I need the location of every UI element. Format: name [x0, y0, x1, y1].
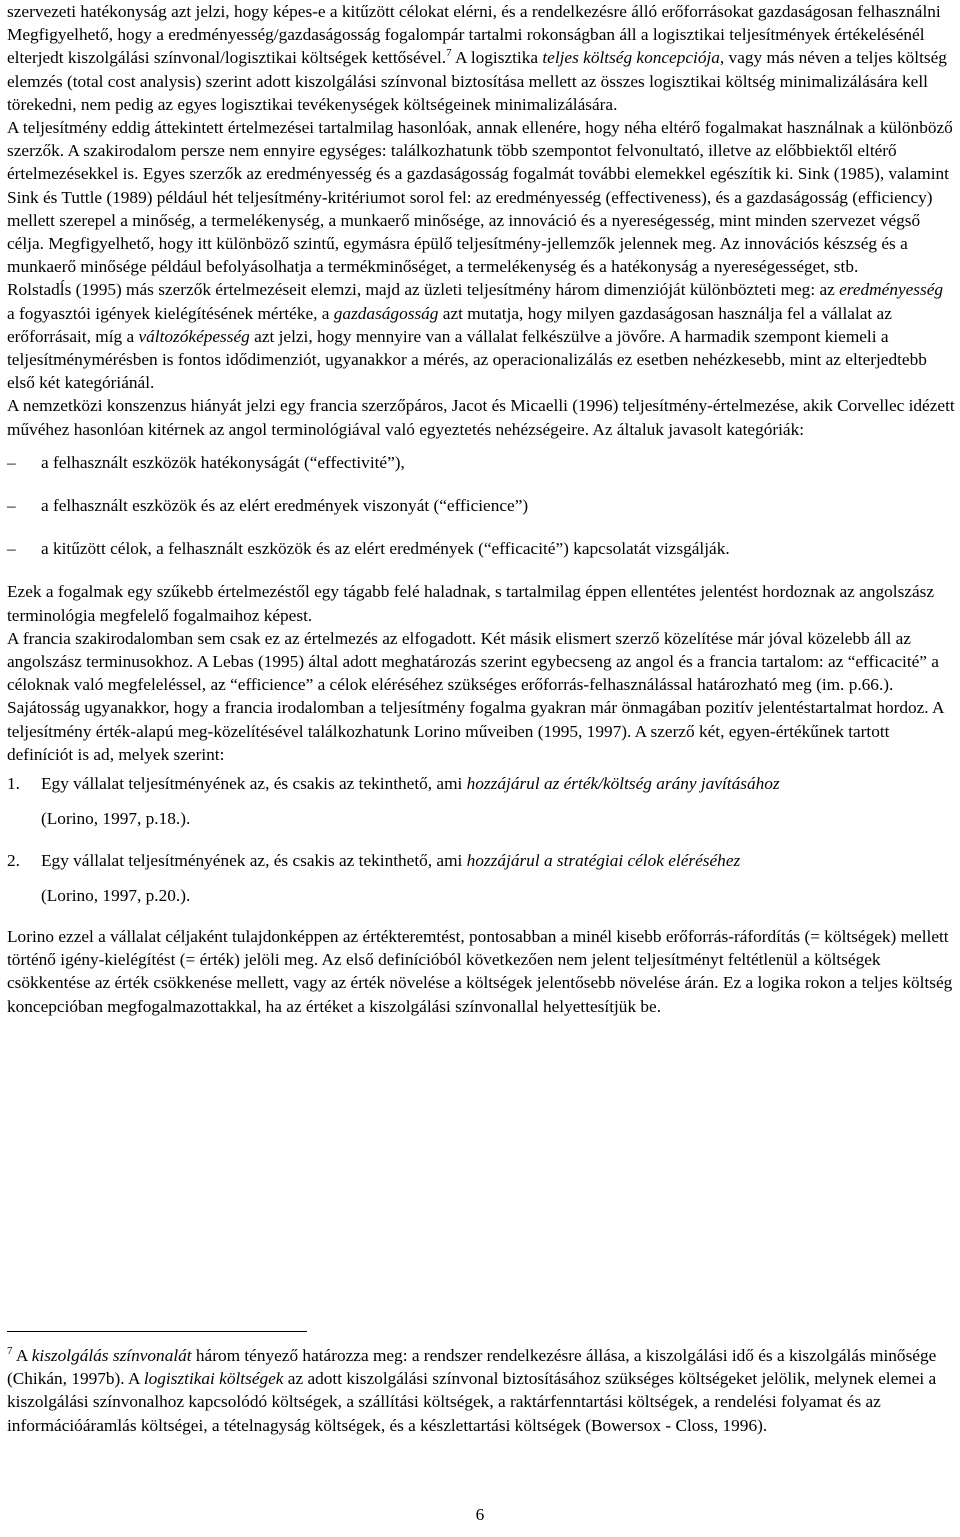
definition-list — [7, 772, 955, 907]
footnote-reference: 7 — [446, 47, 452, 60]
item-number: 2. — [7, 850, 20, 870]
definition-text: Egy vállalat teljesítményének az, és csakis az tekinthető, ami — [41, 774, 467, 794]
list-item — [7, 537, 955, 560]
list-item-text: a felhasznált eszközök és az elért eredmények viszonyát (“efficience”) — [41, 496, 529, 516]
term-eredmenyesseg: eredményesség — [839, 280, 944, 300]
paragraph-2-a: Megfigyelhető, hogy a eredményesség/gazdaságosság fogalompár tartalmi rokonságban áll a logisztikai teljesítmények értékelésénél elterjedt kiszolgálási színvonal/logisztikai költségek kettősével. — [7, 25, 925, 68]
footnote-text-c: az adott kiszolgálási színvonal biztosításához szükséges költségeket jelölik, melynek elemei a kiszolgálási színvonalhoz kapcsolódó költségek, a szállítási költségek, a raktárfenntartási költségek, a rendelési folyamat és az információáramlás költségei, a tételnagyság költségek, és a készlettartási költségek (Bowersox - Closs, 1996). — [7, 1369, 937, 1435]
paragraph-4-b: a fogyasztói igények kielégítésének mértéke, a — [7, 303, 334, 323]
list-item — [7, 494, 955, 517]
footnote-text-b: három tényező határozza meg: a rendszer rendelkezésre állása, a kiszolgálási idő és a kiszolgálás minősége (Chikán, 1997b). A — [7, 1346, 937, 1389]
paragraph-1: szervezeti hatékonyság azt jelzi, hogy képes-e a kitűzött célokat elérni, és a rendelkezésre álló erőforrásokat gazdaságosan felhasználni — [7, 2, 941, 21]
paragraph-2-c: , vagy más néven a teljes költség elemzés (total cost analysis) szerint adott kiszolgálási színvonal biztosítása mellett az összes logisztikai költség minimalizálására kell törekedni, nem pedig az egyes logisztikai tevékenységek költségeinek minimalizálására. — [7, 48, 947, 114]
item-number: 1. — [7, 774, 20, 794]
term-gazdasagossag: gazdaságosság — [333, 303, 439, 323]
definition-italic: hozzájárul az érték/költség arány javításához — [466, 774, 780, 794]
category-list — [7, 451, 955, 561]
footnote-separator — [7, 1331, 307, 1332]
dash-bullet: – — [7, 452, 16, 472]
definition-italic: hozzájárul a stratégiai célok eléréséhez — [466, 850, 741, 870]
paragraph-2-italic: teljes költség koncepciója — [542, 48, 720, 68]
document-page — [7, 0, 955, 1018]
paragraph-2 — [7, 23, 955, 116]
footnote — [7, 1344, 955, 1437]
paragraph-8: Sajátosság ugyanakkor, hogy a francia irodalomban a teljesítmény fogalma gyakran már önmagában pozitív jelentéstartalmat hordoz. A teljesítmény érték-alapú meg-közelítésével találkozhatunk Lorino műveiben (1995, 1997). A szerző két, egyen-értékűnek tartott definíciót is ad, melyek szerint: — [7, 698, 944, 764]
paragraph-4-c: azt mutatja, hogy milyen gazdaságosan használja fel a vállalat az erőforrásait, míg a — [7, 303, 892, 346]
citation: (Lorino, 1997, p.20.). — [41, 885, 191, 905]
footnote-italic-2: logisztikai költségek — [143, 1369, 284, 1389]
list-item-text: a kitűzött célok, a felhasznált eszközök és az elért eredmények (“efficacité”) kapcsolatát vizsgálják. — [41, 539, 730, 559]
definition-item — [7, 849, 955, 907]
citation: (Lorino, 1997, p.18.). — [41, 809, 191, 829]
paragraph-4-a: Rolstadĺs (1995) más szerzők értelmezéseit elemzi, majd az üzleti teljesítmény három dimenzióját különbözteti meg: az — [7, 280, 840, 300]
paragraph-2-b: A logisztika — [451, 48, 543, 68]
paragraph-5: A nemzetközi konszenzus hiányát jelzi egy francia szerzőpáros, Jacot és Micaelli (1996) teljesítmény-értelmezése, akik Corvellec idézett művéhez hasonlóan kitérnek az angol terminológiával való egyeztetés nehézségeire. Az általuk javasolt kategóriák: — [7, 396, 955, 439]
footnote-mark: 7 — [7, 1345, 13, 1358]
paragraph-9: Lorino ezzel a vállalat céljaként tulajdonképpen az értékteremtést, pontosabban a minél kisebb erőforrás-ráfordítás (= költségek) mellett történő igény-kielégítést (= érték) jelöli meg. Az első definícióból következően nem jelent teljesítményt feltétlenül a költségek csökkentése az érték csökkenése mellett, vagy az érték növelése a költségek jelentősebb növelése árán. Ez a logika rokon a teljes költség koncepcióban megfogalmazottakkal, ha az értéket a kiszolgálási színvonallal helyettesítjük be. — [7, 926, 953, 1016]
footnote-text-a: A — [12, 1346, 32, 1365]
dash-bullet: – — [7, 496, 16, 516]
paragraph-3: A teljesítmény eddig áttekintett értelmezései tartalmilag hasonlóak, annak ellenére, hogy néha eltérő fogalmakat használnak a különböző szerzők. A szakirodalom persze nem ennyire egységes: találkozhatunk több szempontot felvonultató, illetve az előbbiektől eltérő értelmezésekkel is. Egyes szerzők az eredményesség és a gazdaságosság fogalmát további elemekkel egészítik ki. Sink (1985), valamint Sink és Tuttle (1989) például hét teljesítmény-kritériumot sorol fel: az eredményesség (effectiveness), és a gazdaságosság (efficiency) mellett szerepel a minőség, a termelékenység, a munkaerő minősége, az innováció és a nyereségesség, mint minden szervezet végső célja. Megfigyelhető, hogy itt különböző szintű, egymásra épülő teljesítmény-jellemzők jelennek meg. Az innovációs készség és a munkaerő minősége például befolyásolhatja a termékminőséget, a termelékenység és a hatékonyság a nyereségességet, stb. — [7, 118, 953, 277]
term-valtozokepesseg: változóképesség — [138, 326, 250, 346]
paragraph-6: Ezek a fogalmak egy szűkebb értelmezéstől egy tágabb felé haladnak, s tartalmilag éppen ellentétes jelentést hordoznak az angolszász terminológia megfelelő fogalmaihoz képest. — [7, 582, 935, 625]
dash-bullet: – — [7, 539, 16, 559]
footnote-italic-1: kiszolgálás színvonalát — [31, 1346, 192, 1365]
list-item-text: a felhasznált eszközök hatékonyságát (“effectivité”), — [41, 452, 405, 472]
paragraph-4-d: azt jelzi, hogy mennyire van a vállalat felkészülve a jövőre. A harmadik szempont kiemeli a teljesítménymérésben is fontos idődimenziót, ugyanakkor a mérés, az operacionalizálás ez esetben nehézkesebb, mint az elterjedtebb első két kategóriánál. — [7, 326, 927, 393]
paragraph-7: A francia szakirodalomban sem csak ez az értelmezés az elfogadott. Két másik elismert szerző közelítése már jóval közelebb áll az angolszász terminusokhoz. A Lebas (1995) által adott meghatározás szerint egybecseng az angol és a francia tartalom: az “efficacité” a céloknak való megfeleléssel, az “efficience” a célok eléréséhez szükséges erőforrás-felhasználással határozható meg (im. p.66.). — [7, 628, 939, 695]
page-number: 6 — [475, 1505, 485, 1524]
list-item — [7, 451, 955, 474]
paragraph-4 — [7, 278, 955, 394]
definition-item — [7, 772, 955, 830]
definition-text: Egy vállalat teljesítményének az, és csakis az tekinthető, ami — [41, 850, 467, 870]
